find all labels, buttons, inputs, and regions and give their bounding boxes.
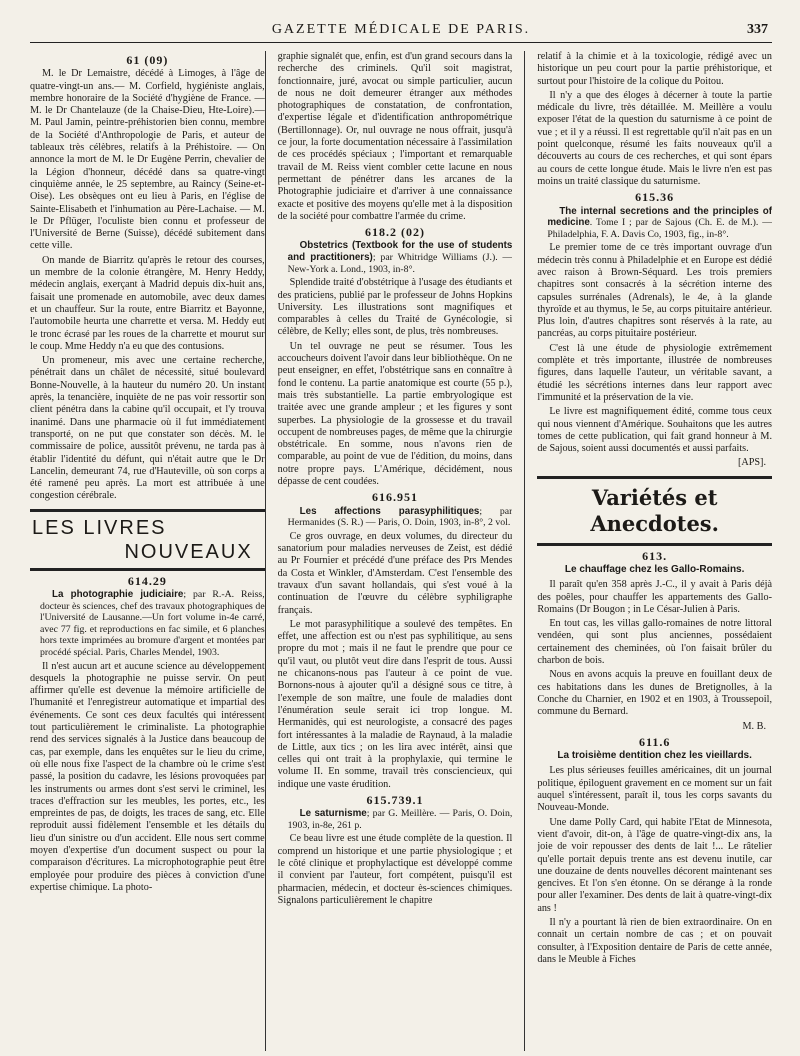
column-divider xyxy=(265,51,266,1051)
article-paragraph: Les plus sérieuses feuilles américaines, dit un journal politique, épiloguent gravement en ce moment sur un fait auquel s'intéressent, paraît il, tous les corps savants du Nouveau-Monde. xyxy=(537,765,772,814)
page-header xyxy=(30,20,772,43)
book-reference xyxy=(278,808,513,831)
book-title: The internal secretions and the principles of medicine xyxy=(547,205,772,229)
section-number: 615.739.1 xyxy=(366,793,424,807)
review-paragraph: Le premier tome de ce très important ouvrage d'un médecin très connu à Philadelphie et en Europe est dédié avec raison à Brown-Séquard. Les trois premiers chapitres sont consacrés à la sécrétion interne des capsules surrénales (Adrenals), le 4e, à la glande thyroïde et au thymus, le 5e, au corps pituitaire antérieur. Plus loin, d'autres chapitres sont réservés à la rate, au pancréas, au corps pituitaire postérieur. xyxy=(537,242,772,340)
book-details: ; par Hermanides (S. R.) — Paris, O. Doin, 1903, in-8°, 2 vol. xyxy=(287,505,513,529)
obituary-paragraph: M. le Dr Lemaistre, décédé à Limoges, à l'âge de quatre-vingt-un ans.— M. Corfield, hygiéniste anglais, membre honoraire de la Société d'hygiène de France. — M. le Dr Chantelauze (de la Chaise-Dieu, Hte-Loire).— M. Paul Jamin, peintre-préhistorien bien connu, membre de la Société d'Anthropologie de Paris, et auteur de tableaux très célèbres, relatifs à la Préhistoire. — On annonce la mort de M. le Dr Eugène Perrin, chevalier de la Légion d'honneur, décédé dans sa quatre-vingt cinquième année, le 25 septembre, au Raincy (Seine-et-Oise). Les obsèques ont eu lieu à Paris, en l'église de Sainte-Elisabeth et l'inhumation au Père-Lachaise. — M. le Dr Pflüger, l'oculiste bien connu et professeur de l'Université de Berne (Suisse), décédé subitement dans cette ville. xyxy=(30,68,265,252)
section-number: 611.6 xyxy=(638,734,671,749)
column-2 xyxy=(278,51,513,1051)
section-number: 615.36 xyxy=(635,190,675,205)
section-number: 614.29 xyxy=(127,573,167,588)
review-paragraph: Ce gros ouvrage, en deux volumes, du directeur du sanatorium pour maladies nerveuses de Zeist, est dédié au Pr Fournier et précédé d'une préface des Prs Mendes da Costa et Winkler, d'Amsterdam. C'est l'ensemble des travaux d'un savant hollandais, qui s'est voué à la continuation de l'œuvre du célèbre syphiligraphe français. xyxy=(277,530,513,616)
section-title-livres xyxy=(30,509,265,571)
promeneur-paragraph: Un promeneur, mis avec une certaine recherche, pénétrait dans un châlet de nécessité, situé boulevard Bonne-Nouvelle, à la hauteur du numéro 20. Un instant après, la tenancière, inquiète de ne pas voir ressortir son client pénétra dans la cabine qu'il occupait, et l'y trouva inanimé. Dans une pharmacie où il fut immédiatement transporté, on ne put que constater son décès. M. le commissaire de police, aussitôt prévenu, ne tarda pas à établir l'identité du défunt, qui n'était autre que le Dr Lancelin, demeurant 74, rue d'Hauteville, où son corps a été ramené peu après. La mort est attribuée à une congestion cérébrale. xyxy=(30,355,265,502)
section-number: 61 (09) xyxy=(126,53,169,67)
review-paragraph: Il n'y a que des éloges à décerner à toute la partie médicale du livre, très détaillée. M. Meillère a voulu exposer l'état de la question du saturnisme à ce point de vue ; et il y a réussi. Il est regrettable qu'il n'ait pas en un point quelconque, résumé les faits nouveaux qu'il a découverts au cours de ces recherches, et qui sont épars au cours de cette longue étude. Mais le livre n'en est pas moins un traité classique du saturnisme. xyxy=(537,89,772,187)
article-subheading: Le chauffage chez les Gallo-Romains. xyxy=(564,563,745,575)
review-paragraph: Splendide traité d'obstétrique à l'usage des étudiants et des praticiens, publié par le professeur de Johns Hopkins University. Les illustrations sont magnifiques et comparables à celles du Traité de Gynécologie, si célèbre, de Kelly; elles sont, de plus, très nombreuses. xyxy=(277,277,513,338)
book-reference xyxy=(278,240,513,275)
book-details: ; par G. Meillère. — Paris, O. Doin, 1903, in-8e, 261 p. xyxy=(287,808,513,831)
book-title: Le saturnisme xyxy=(299,808,367,820)
columns xyxy=(30,51,772,1056)
section-number: 616.951 xyxy=(372,490,418,505)
section-number: 618.2 (02) xyxy=(365,225,425,240)
book-title: Obstetrics (Textbook for the use of students and practitioners) xyxy=(287,240,513,264)
article-subheading: La troisième dentition chez les vieillards. xyxy=(557,750,752,762)
review-paragraph: Un tel ouvrage ne peut se résumer. Tous les accoucheurs doivent l'avoir dans leur bibliothèque. On ne peut enseigner, en effet, l'obstétrique sans en connaître à fond le contenu. La partie anatomique est courte (55 p.), mais très substantielle. La partie embryologique est traitée avec une grande ampleur ; et les figures y sont superbes. La physiologie de la grossesse et du travail occupent de nombreuses pages, de même que la chirurgie obstétricale. En somme, nous n'avons rien de comparable, au point de vue de l'édition, du moins, dans notre propre pays. L'Amérique, décidément, nous dépasse de cent coudées. xyxy=(277,340,513,487)
signature: M. B. xyxy=(742,720,766,732)
review-paragraph: Le mot parasyphilitique a soulevé des tempêtes. En effet, une affection est ou n'est pas syphilitique, au sens propre du mot ; mais il ne faut le prendre que pour ce qu'il vaut, ou plutôt veut dire dans l'esprit de tous. Aussi ne chicanons-nous pas l'auteur à ce point de vue. Bornons-nous à ajouter qu'il a désigné sous ce titre, à l'exemple de son maître, une foule de maladies dont l'énumération seule serait ici trop longue. M. Hermanidès, qui est neurologiste, a consacré des pages fort intéressantes à la maladie de Raynaud, à la maladie de Little, aux tics ; on les lira avec intérêt, ainsi que celles qui ont trait à la prophylaxie, qui termine le volume II. En somme, travail très consciencieux, qui indique une vaste érudition. xyxy=(277,618,513,790)
review-paragraph: Le livre est magnifiquement édité, comme tous ceux qui nous viennent d'Amérique. Souhaitons que les autres tomes de cette publication, qui fait grand honneur à M. de Sajous, soient aussi documentés et aussi parfaits. xyxy=(537,406,772,455)
biarritz-paragraph: On mande de Biarritz qu'après le retour des courses, un membre de la colonie étrangère, M. Henry Heddy, médecin anglais, exerçant à Madrid depuis dix-huit ans, faisait une promenade en automobile, avec deux dames et un chauffeur. Sur la route, entre Biarritz et Bayonne, l'automobile heurta une charrette et versa. M. Heddy eut le tronc écrasé par les roues de la charrette et mourut sur le coup. Mme Heddy n'a eu que des contusions. xyxy=(30,254,265,352)
column-divider xyxy=(524,51,525,1051)
column-3 xyxy=(537,51,772,1051)
book-reference xyxy=(278,506,513,529)
review-paragraph: C'est là une étude de physiologie extrêmement complète et très importante, illustrée de nombreuses figures, dans laquelle l'auteur, un véritable savant, a étudié les sécrétions internes dans leur rapport avec l'immunité et la préservation de la vie. xyxy=(537,342,772,403)
review-paragraph: Il n'est aucun art et aucune science au développement desquels la photographie ne puisse servir. On peut affirmer qu'elle est devenue la mémoire artificielle de l'humanité et l'enregistreur automatique et impartial des événements. Ce sont ces deux facultés qui intéressent tout particulièrement le criminaliste. La photographie rend des services signalés à la Justice dans beaucoup de cas, par exemple, dans les enquêtes sur le lieu du crime, où elle nous fixe l'aspect de la chambre où le crime s'est passé, la position du cadavre, les lésions provoquées par les instruments ou armes dont s'est servi le criminel, les traces d'effraction sur les meubles, les portes, etc., les empreintes de pas, de doigts, les traces de sang, etc. Elle reproduit aussi fidèlement l'ensemble et les détails du lieu d'un sinistre ou d'un accident. Elle nous sert comme moyen d'expertise d'un document suspect ou pour la comparaison d'écritures. La microphotographie peut être employée pour produire des pièces à conviction d'une expertise chimique. La photo- xyxy=(30,660,265,893)
section-title-line1: LES LIVRES xyxy=(32,516,167,539)
page-number: 337 xyxy=(747,22,768,37)
review-continuation: relatif à la chimie et à la toxicologie, rédigé avec un historique un peu court pour la partie préhistorique, et surtout pour l'histoire de la colique du Poitou. xyxy=(537,51,772,87)
article-paragraph: Il paraît qu'en 358 après J.-C., il y avait à Paris déjà des poêles, pour chauffer les appartements des Gallo-Romains (Dr Bougon ; in Le César-Julien à Paris. xyxy=(537,579,772,615)
article-paragraph: Nous en avons acquis la preuve en fouillant deux de ces habitations dans les dunes de Bretignolles, à la Conche du Charnier, en 1902 et en 1903, à Troussepoil, commune du Bernard. xyxy=(537,669,772,718)
journal-title: GAZETTE MÉDICALE DE PARIS. xyxy=(271,22,531,37)
book-title: La photographie judiciaire xyxy=(52,588,184,600)
book-details: . Tome I ; par de Sajous (Ch. E. de M.). — Philadelphia, F. A. Davis Co, 1903, fig., in-8°. xyxy=(547,217,772,240)
article-paragraph: Il n'y a pourtant là rien de bien extraordinaire. On en connait un certain nombre de cas ; et on pouvait consulter, à l'Exposition dentaire de Paris de cette année, dans le Meuble à Fiches xyxy=(537,917,772,965)
section-title-varietes: Variétés et Anecdotes. xyxy=(537,476,772,546)
section-title-line2: NOUVEAUX xyxy=(124,540,253,563)
book-details: ; par Whitridge Williams (J.). — New-York a. Lond., 1903, in-8°. xyxy=(287,252,513,275)
section-number: 613. xyxy=(642,548,668,563)
column-1 xyxy=(30,51,265,1051)
signature: [APS]. xyxy=(737,457,766,469)
article-paragraph: En tout cas, les villas gallo-romaines de notre littoral vendéen, qui sont plus anciennes, possédaient certainement des cheminées, où l'on faisait brûler du charbon de bois. xyxy=(537,618,772,667)
review-paragraph: Ce beau livre est une étude complète de la question. Il comprend un historique et une partie physiologique ; et le côté clinique et prophylactique est développé comme il convient par l'auteur, fort compétent, puisqu'il est pharmacien, médecin, et docteur ès-sciences chimiques. Signalons particulièrement le chapitre xyxy=(277,833,513,906)
book-details: ; par R.-A. Reiss, docteur ès sciences, chef des travaux photographiques de l'Université de Lausanne.—Un fort volume in-4e carré, avec 77 fig. et reproductions en fac simile, et 6 planches hors texte imprimées au bromure d'argent et montées par procédé spécial. Paris, Charles Mendel, 1903. xyxy=(40,588,265,658)
book-reference xyxy=(30,589,265,659)
book-reference xyxy=(537,206,772,241)
book-title: Les affections parasyphilitiques xyxy=(299,505,480,517)
article-paragraph: Une dame Polly Card, qui habite l'Etat de Minnesota, vient d'avoir, dit-on, à l'âge de quatre-vingt-dix ans, la joie de voir repousser des dents de lait !... Le râtelier qu'elle portait depuis trente ans est devenu inutile, car une douzaine de dents nouvelles décorent maintenant ses gencives. Et l'on s'en étonne. On se dérange à la ronde pour aller l'examiner. Des dents de lait à quatre-vingt-dix ans ! xyxy=(537,816,772,914)
review-continuation: graphie signalét que, enfin, est d'un grand secours dans la recherche des criminels. Qu'il soit magistrat, fonctionnaire, juré, avocat ou simple particulier, aucun de nous ne doit demeurer étranger aux méthodes photographiques de constatation, de confrontation, d'expertise légale et d'identification anthropométrique (Bertillonnage). Or, nul ouvrage ne nous offrait, jusqu'à ce jour, la forte documentation nécessaire à l'assimilation de ces procédés spéciaux ; l'important et remarquable travail de M. Reiss vient combler cette lacune en nous permettant de pénétrer dans les arcanes de la Photographie judiciaire et d'arriver à une connaissance exacte et positive des moyens qu'elle met à la disposition de la société pour combattre l'armée du crime. xyxy=(277,51,513,222)
